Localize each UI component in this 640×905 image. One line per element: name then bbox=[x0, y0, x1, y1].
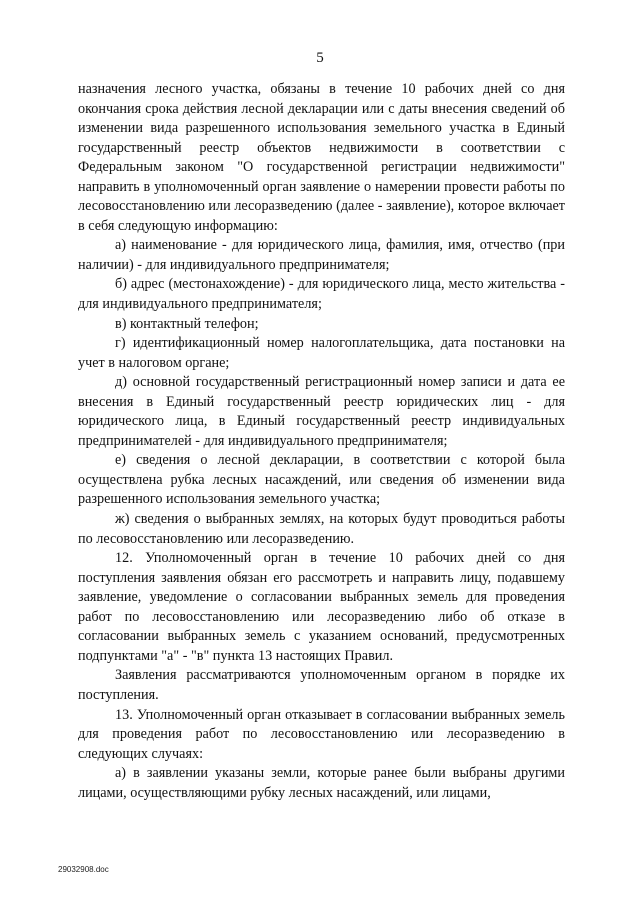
clause-12: 12. Уполномоченный орган в течение 10 рабочих дней со дня поступления заявления обязан его рассмотреть и направить лицу, подавшему заявление, уведомление о согласовании выбранных земель для проведения работ по лесовосстановлению или лесоразведению либо об отказе в согласовании выбранных земель с указанием оснований, предусмотренных подпунктами "а" - "в" пункта 13 настоящих Правил. bbox=[78, 550, 565, 664]
footer-filename: 29032908.doc bbox=[58, 865, 109, 874]
list-item-d: д) основной государственный регистрационный номер записи и дата ее внесения в Единый государственный реестр юридических лиц - для юридического лица, в Единый государственный реестр индивидуальных предпринимателей - для индивидуального предпринимателя; bbox=[78, 374, 565, 449]
clause-13: 13. Уполномоченный орган отказывает в согласовании выбранных земель для проведения работ по лесовосстановлению или лесоразведению в следующих случаях: bbox=[78, 706, 565, 762]
list-item-b: б) адрес (местонахождение) - для юридического лица, место жительства - для индивидуального предпринимателя; bbox=[78, 276, 565, 313]
list-item-v: в) контактный телефон; bbox=[115, 315, 259, 332]
document-body bbox=[78, 80, 565, 803]
paragraph-intro-continued: назначения лесного участка, обязаны в течение 10 рабочих дней со дня окончания срока действия лесной декларации или с даты внесения сведений об изменении вида разрешенного использования земельного участка в Единый государственный реестр объектов недвижимости в соответствии с Федеральным законом "О государственной регистрации недвижимости" направить в уполномоченный орган заявление о намерении провести работы по лесовосстановлению или лесоразведению (далее - заявление), которое включает в себя следующую информацию: bbox=[78, 81, 565, 234]
list-item-g: г) идентификационный номер налогоплательщика, дата постановки на учет в налоговом органе; bbox=[78, 335, 565, 371]
page-number: 5 bbox=[316, 50, 324, 66]
clause-13-item-a: а) в заявлении указаны земли, которые ранее были выбраны другими лицами, осуществляющими рубку лесных насаждений, или лицами, bbox=[78, 765, 565, 801]
list-item-zh: ж) сведения о выбранных землях, на которых будут проводиться работы по лесовосстановлению или лесоразведению. bbox=[78, 511, 565, 547]
list-item-a: а) наименование - для юридического лица, фамилия, имя, отчество (при наличии) - для индивидуального предпринимателя; bbox=[78, 237, 565, 273]
clause-12-order: Заявления рассматриваются уполномоченным органом в порядке их поступления. bbox=[78, 667, 565, 703]
list-item-e: е) сведения о лесной декларации, в соответствии с которой была осуществлена рубка лесных насаждений, или сведения об изменении вида разрешенного использования земельного участка; bbox=[78, 452, 565, 508]
